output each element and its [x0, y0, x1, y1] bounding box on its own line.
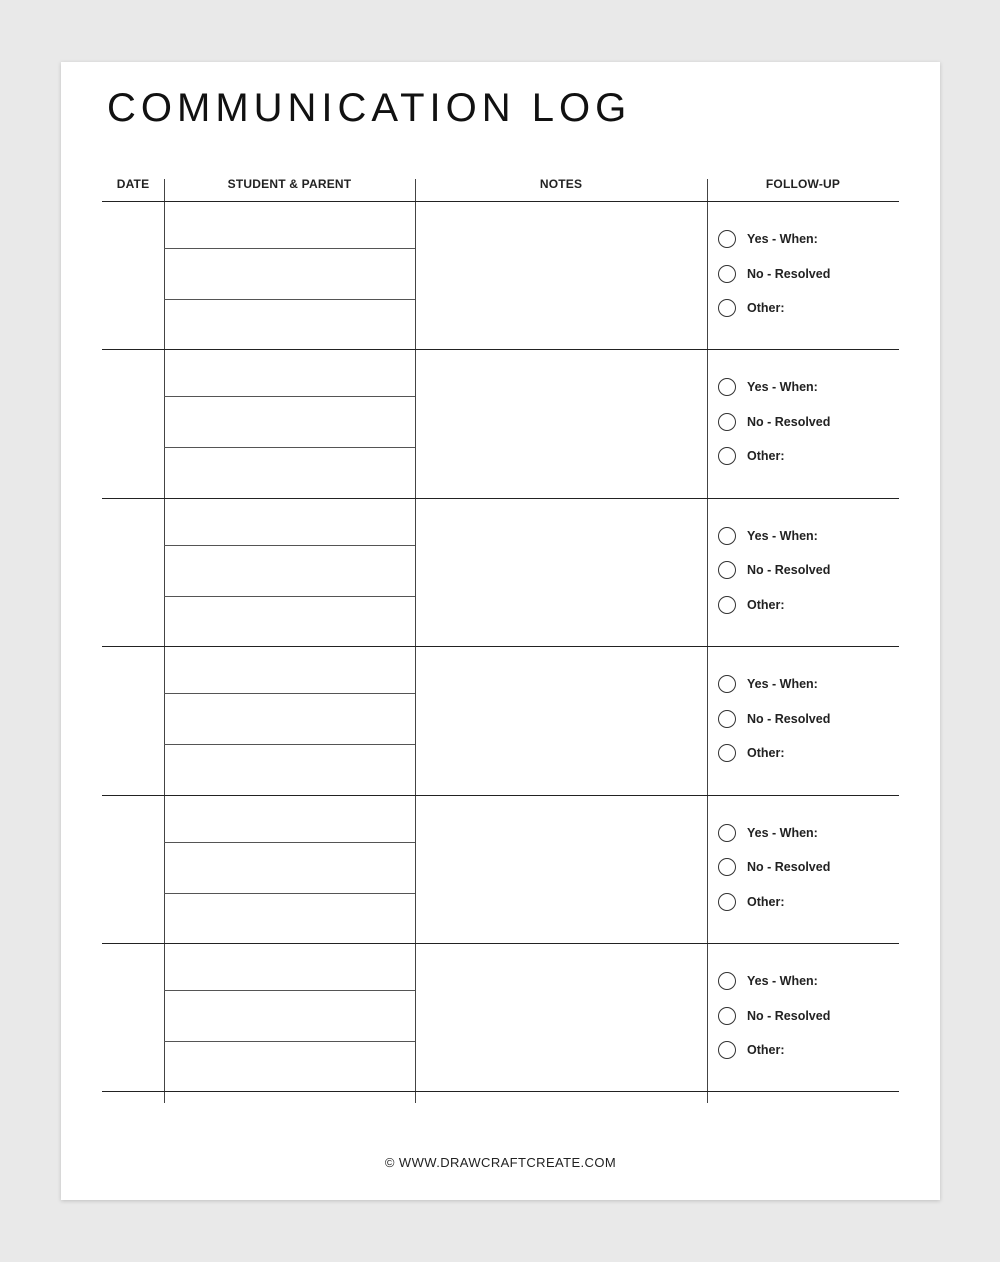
follow-up-option[interactable]: [718, 525, 818, 547]
column-header-student-parent: STUDENT & PARENT: [227, 177, 352, 191]
follow-up-option-label: No - Resolved: [747, 860, 831, 875]
date-cell[interactable]: [102, 203, 163, 347]
follow-up-option[interactable]: [718, 1005, 830, 1027]
follow-up-option-label: No - Resolved: [747, 414, 831, 429]
student-parent-divider: [164, 744, 415, 745]
radio-circle-icon[interactable]: [718, 744, 736, 762]
column-header-follow-up: FOLLOW-UP: [765, 177, 841, 191]
notes-cell[interactable]: [416, 351, 706, 495]
student-parent-cell[interactable]: [165, 895, 414, 941]
date-cell[interactable]: [102, 797, 163, 941]
row-separator: [102, 795, 899, 796]
student-parent-divider: [164, 545, 415, 546]
follow-up-option-label: Other:: [747, 301, 785, 315]
radio-circle-icon[interactable]: [718, 596, 736, 614]
student-parent-divider: [164, 596, 415, 597]
row-separator: [102, 349, 899, 350]
student-parent-cell[interactable]: [165, 351, 414, 394]
follow-up-option-label: Yes - When:: [747, 232, 818, 246]
follow-up-option-label: Other:: [747, 449, 785, 464]
student-parent-divider: [164, 893, 415, 894]
student-parent-cell[interactable]: [165, 992, 414, 1039]
notes-cell[interactable]: [416, 203, 706, 347]
column-divider: [707, 179, 708, 1103]
follow-up-option-label: No - Resolved: [747, 1008, 831, 1023]
date-cell[interactable]: [102, 945, 163, 1089]
student-parent-divider: [164, 693, 415, 694]
radio-circle-icon[interactable]: [718, 1041, 736, 1059]
student-parent-cell[interactable]: [165, 598, 414, 644]
follow-up-option[interactable]: [718, 708, 830, 730]
student-parent-divider: [164, 990, 415, 991]
follow-up-option[interactable]: [718, 970, 818, 992]
radio-circle-icon[interactable]: [718, 230, 736, 248]
student-parent-cell[interactable]: [165, 797, 414, 840]
follow-up-option-label: No - Resolved: [747, 563, 831, 578]
radio-circle-icon[interactable]: [718, 858, 736, 876]
student-parent-cell[interactable]: [165, 746, 414, 792]
student-parent-divider: [164, 447, 415, 448]
student-parent-divider: [164, 842, 415, 843]
follow-up-option-label: Yes - When:: [747, 974, 818, 988]
follow-up-option[interactable]: [718, 673, 818, 695]
student-parent-divider: [164, 299, 415, 300]
radio-circle-icon[interactable]: [718, 413, 736, 431]
student-parent-cell[interactable]: [165, 301, 414, 347]
student-parent-cell[interactable]: [165, 547, 414, 594]
follow-up-option-label: Yes - When:: [747, 380, 818, 395]
radio-circle-icon[interactable]: [718, 824, 736, 842]
notes-cell[interactable]: [416, 945, 706, 1089]
follow-up-option[interactable]: [718, 594, 785, 616]
student-parent-divider: [164, 1041, 415, 1042]
log-sheet: [61, 62, 940, 1200]
student-parent-divider: [164, 396, 415, 397]
follow-up-option-label: Yes - When:: [747, 528, 818, 543]
follow-up-option[interactable]: [718, 559, 830, 581]
radio-circle-icon[interactable]: [718, 675, 736, 693]
date-cell[interactable]: [102, 648, 163, 792]
follow-up-option[interactable]: [718, 1039, 785, 1061]
radio-circle-icon[interactable]: [718, 299, 736, 317]
follow-up-option-label: Other:: [747, 1043, 785, 1057]
follow-up-option[interactable]: [718, 445, 785, 467]
date-cell[interactable]: [102, 500, 163, 644]
row-separator: [102, 943, 899, 944]
follow-up-option-label: No - Resolved: [747, 266, 831, 281]
student-parent-cell[interactable]: [165, 844, 414, 891]
column-header-date: DATE: [116, 177, 150, 191]
student-parent-cell[interactable]: [165, 398, 414, 445]
copyright-footer: © WWW.DRAWCRAFTCREATE.COM: [384, 1155, 617, 1170]
radio-circle-icon[interactable]: [718, 378, 736, 396]
radio-circle-icon[interactable]: [718, 265, 736, 283]
radio-circle-icon[interactable]: [718, 561, 736, 579]
follow-up-option[interactable]: [718, 263, 830, 285]
student-parent-cell[interactable]: [165, 500, 414, 543]
follow-up-option[interactable]: [718, 742, 785, 764]
row-separator: [102, 1091, 899, 1092]
follow-up-option[interactable]: [718, 856, 830, 878]
follow-up-option[interactable]: [718, 297, 785, 319]
radio-circle-icon[interactable]: [718, 710, 736, 728]
row-separator: [102, 498, 899, 499]
follow-up-option-label: No - Resolved: [747, 711, 831, 726]
date-cell[interactable]: [102, 351, 163, 495]
follow-up-option-label: Yes - When:: [747, 825, 818, 840]
student-parent-cell[interactable]: [165, 1043, 414, 1089]
student-parent-cell[interactable]: [165, 449, 414, 495]
follow-up-option[interactable]: [718, 891, 785, 913]
radio-circle-icon[interactable]: [718, 972, 736, 990]
student-parent-cell[interactable]: [165, 648, 414, 691]
follow-up-option-label: Other:: [747, 894, 785, 909]
follow-up-option[interactable]: [718, 228, 818, 250]
student-parent-cell[interactable]: [165, 695, 414, 742]
student-parent-cell[interactable]: [165, 203, 414, 246]
follow-up-option[interactable]: [718, 822, 818, 844]
notes-cell[interactable]: [416, 500, 706, 644]
student-parent-cell[interactable]: [165, 945, 414, 988]
follow-up-option-label: Other:: [747, 597, 785, 612]
follow-up-option[interactable]: [718, 411, 830, 433]
follow-up-option-label: Other:: [747, 746, 785, 761]
radio-circle-icon[interactable]: [718, 893, 736, 911]
row-separator: [102, 646, 899, 647]
page-title: COMMUNICATION LOG: [107, 86, 632, 130]
header-rule: [102, 201, 899, 202]
radio-circle-icon[interactable]: [718, 527, 736, 545]
student-parent-cell[interactable]: [165, 250, 414, 297]
column-header-notes: NOTES: [539, 177, 583, 191]
notes-cell[interactable]: [416, 797, 706, 941]
follow-up-option[interactable]: [718, 376, 818, 398]
student-parent-divider: [164, 248, 415, 249]
radio-circle-icon[interactable]: [718, 447, 736, 465]
follow-up-option-label: Yes - When:: [747, 677, 818, 692]
notes-cell[interactable]: [416, 648, 706, 792]
radio-circle-icon[interactable]: [718, 1007, 736, 1025]
